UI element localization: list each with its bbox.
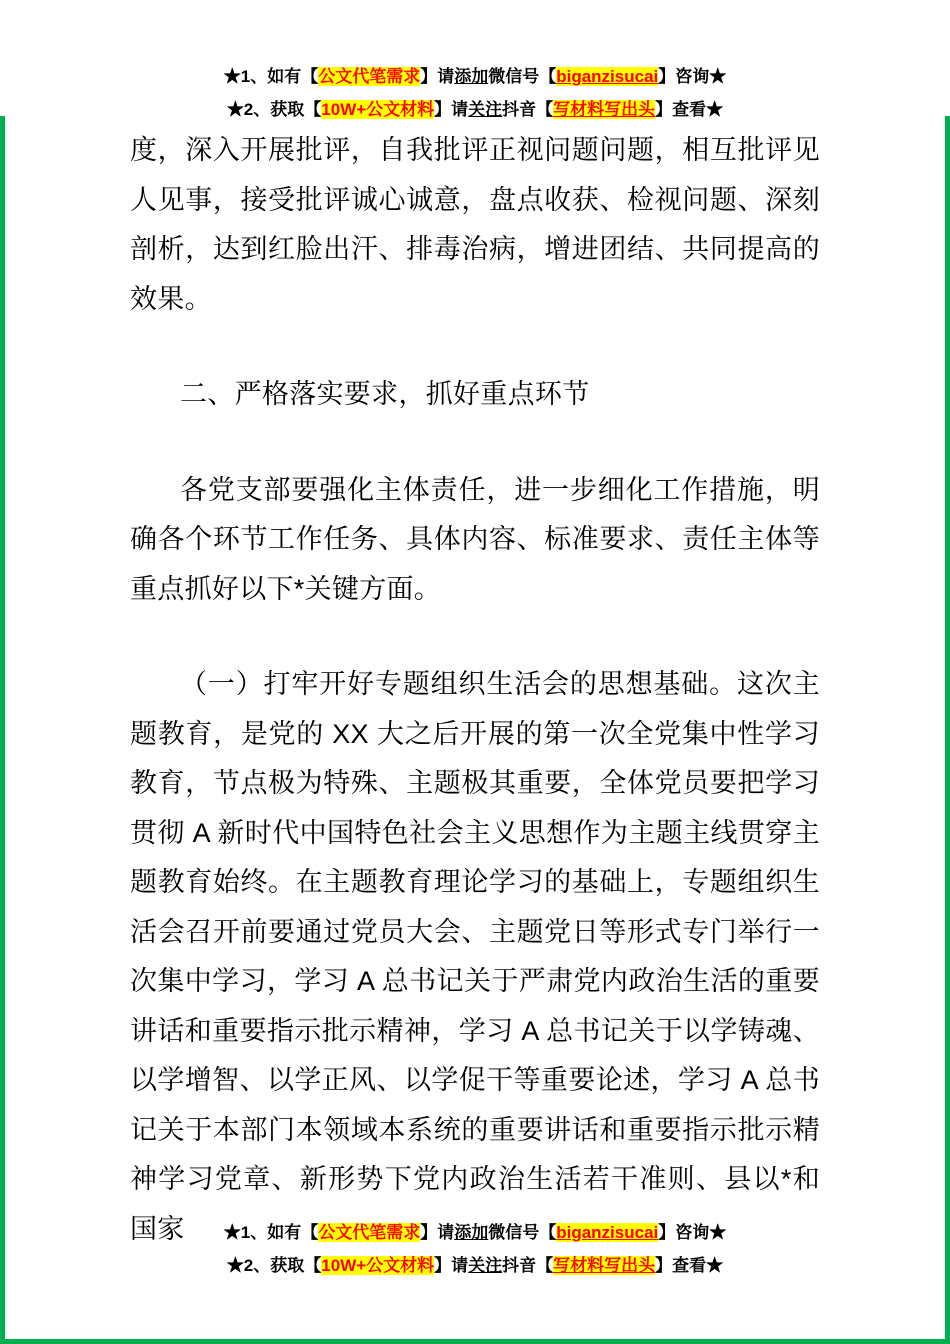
page-border-right <box>945 116 950 1344</box>
paragraph-criticism-effect: 度，深入开展批评，自我批评正视问题问题，相互批评见人见事，接受批评诚心诚意，盘点收获、检视问题、深刻剖析，达到红脸出汗、排毒治病，增进团结、共同提高的效果。 <box>130 135 820 314</box>
header-ad-line-1 <box>0 60 950 93</box>
promo-highlighted-text: 写材料写出头 <box>553 100 656 119</box>
promo-text: 关注 <box>468 1256 503 1275</box>
promo-highlighted-text: biganzisucai <box>556 1223 659 1242</box>
page-border-bottom <box>0 1339 950 1344</box>
promo-text: 微信号【 <box>488 67 557 86</box>
paragraph-branch-responsibility: 各党支部要强化主体责任，进一步细化工作措施，明确各个环节工作任务、具体内容、标准要求、责任主体等重点抓好以下*关键方面。 <box>130 474 820 604</box>
promo-text: 】咨询★ <box>658 67 727 86</box>
promo-text: 】请 <box>420 67 455 86</box>
promo-text: ★2、获取【 <box>226 100 322 119</box>
header-ad-line-2 <box>0 93 950 126</box>
promo-highlighted-text: 10W+公文材料 <box>321 1256 435 1275</box>
promo-text: 抖音【 <box>502 1256 554 1275</box>
promo-text: 】咨询★ <box>658 1223 727 1242</box>
promo-text: 】请 <box>434 100 469 119</box>
promo-text: 抖音【 <box>502 100 554 119</box>
paragraph-ideological-foundation: （一）打牢开好专题组织生活会的思想基础。这次主题教育，是党的 XX 大之后开展的第一次全党集中性学习教育，节点极为特殊、主题极其重要，全体党员要把学习贯彻 A 新时代中国特色社会主义思想作为主题主线贯穿主题教育始终。在主题教育理论学习的基础上，专题组织生活会召开前要通过党员大会、主题党日等形式专门举行一次集中学习，学习 A 总书记关于严肃党内政治生活的重要讲话和重要指示批示精神，学习 A 总书记关于以学铸魂、以学增智、以学正风、以学促干等重要论述，学习 A 总书记关于本部门本领域本系统的重要讲话和重要指示批示精神学习党章、新形势下党内政治生活若干准则、县以*和国家 <box>130 669 820 1244</box>
page-border-left <box>0 116 5 1344</box>
promo-text: 微信号【 <box>488 1223 557 1242</box>
footer-ad-line-1 <box>0 1216 950 1249</box>
promo-highlighted-text: 写材料写出头 <box>553 1256 656 1275</box>
promo-text: ★2、获取【 <box>226 1256 322 1275</box>
promo-highlighted-text: 公文代笔需求 <box>318 67 421 86</box>
document-body <box>130 126 820 1300</box>
promo-text: ★1、如有【 <box>223 1223 319 1242</box>
promo-highlighted-text: biganzisucai <box>556 67 659 86</box>
promo-highlighted-text: 公文代笔需求 <box>318 1223 421 1242</box>
promo-text: 】请 <box>434 1256 469 1275</box>
promo-text: 】请 <box>420 1223 455 1242</box>
section-heading-2: 二、严格落实要求，抓好重点环节 <box>180 379 590 409</box>
promo-text: 】查看★ <box>655 1256 724 1275</box>
header-ad <box>0 60 950 126</box>
promo-highlighted-text: 10W+公文材料 <box>321 100 435 119</box>
promo-text: ★1、如有【 <box>223 67 319 86</box>
promo-text: 】查看★ <box>655 100 724 119</box>
promo-text: 添加 <box>454 1223 489 1242</box>
footer-ad <box>0 1216 950 1282</box>
footer-ad-line-2 <box>0 1249 950 1282</box>
promo-text: 添加 <box>454 67 489 86</box>
promo-text: 关注 <box>468 100 503 119</box>
